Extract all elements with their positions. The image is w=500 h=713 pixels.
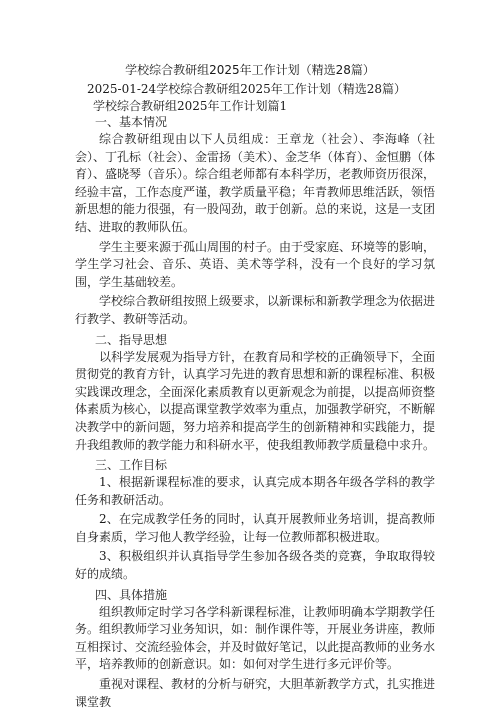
paragraph: 学校综合教研组按照上级要求，以新课标和新教学理念为依据进行教学、教研等活动。 [75, 294, 436, 326]
section-heading: 二、指导思想 [95, 332, 168, 347]
section-work-goals [75, 456, 435, 584]
paragraph: 2、在完成教学任务的同时，认真开展教师业务培训，提高教师自身素质，学习他人教学经验，让每一位教师都积极进取。 [75, 512, 435, 544]
paragraph: 学生主要来源于孤山周围的村子。由于受家庭、环境等的影响，学生学习社会、音乐、英语、美术等学科，没有一个良好的学习氛围，学生基础较差。 [75, 239, 436, 289]
paragraph: 以科学发展观为指导方针，在教育局和学校的正确领导下，全面贯彻党的教育方针，认真学习先进的教育思想和新的课程标准、积极实践课改理念，全面深化素质教育以更新观念为前提，以提高师资整体素质为核心，以提高课堂教学效率为重点，加强教学研究，不断解决教学中的新问题，努力培养和提高学生的创新精神和实践能力，提升我组教师的教学能力和科研水平，使我组教师教学质量稳中求升。 [75, 349, 436, 452]
document-body [75, 113, 435, 713]
paragraph: 1、根据新课程标准的要求，认真完成本期各年级各学科的教学任务和教研活动。 [75, 475, 435, 507]
section-heading: 一、基本情况 [95, 115, 168, 129]
date-line: 2025-01-24学校综合教研组2025年工作计划（精选28篇） [87, 82, 406, 96]
paragraph: 综合教研组现由以下人员组成：王章龙（社会）、李海峰（社会）、丁孔标（社会）、金雷扬（美术）、金芝华（体育）、金恒鹏（体育）、盛晓琴（音乐）。综合组老师都有本科学历，老教师资历很深，经验丰富，工作态度严谨，教学质量平稳；年青教师思维活跃，领悟新思想的能力很强，有一股闯劲，敢于创新。总的来说，这是一支团结、进取的教师队伍。 [75, 132, 436, 234]
document-title: 学校综合教研组2025年工作计划（精选28篇） [125, 63, 375, 77]
section-specific-measures [75, 586, 435, 712]
document-subtitle: 学校综合教研组2025年工作计划篇1 [93, 99, 288, 113]
section-heading: 三、工作目标 [95, 458, 168, 473]
paragraph: 重视对课程、教材的分析与研究，大胆革新教学方式，扎实推进课堂教 [75, 677, 436, 709]
paragraph: 组织教师定时学习各学科新课程标准，让教师明确本学期教学任务。组织教师学习业务知识，如：制作课件等，开展业务讲座，教师互相探讨、交流经验体会，并及时做好笔记，以此提高教师的业务水平，培养教师的创新意识。如：如何对学生进行多元评价等。 [75, 604, 436, 672]
section-guiding-ideology [75, 331, 435, 455]
section-basic-situation [75, 113, 435, 329]
section-heading: 四、具体措施 [95, 587, 168, 602]
paragraph: 3、积极组织并认真指导学生参加各级各类的竞赛，争取取得较好的成绩。 [75, 549, 435, 582]
